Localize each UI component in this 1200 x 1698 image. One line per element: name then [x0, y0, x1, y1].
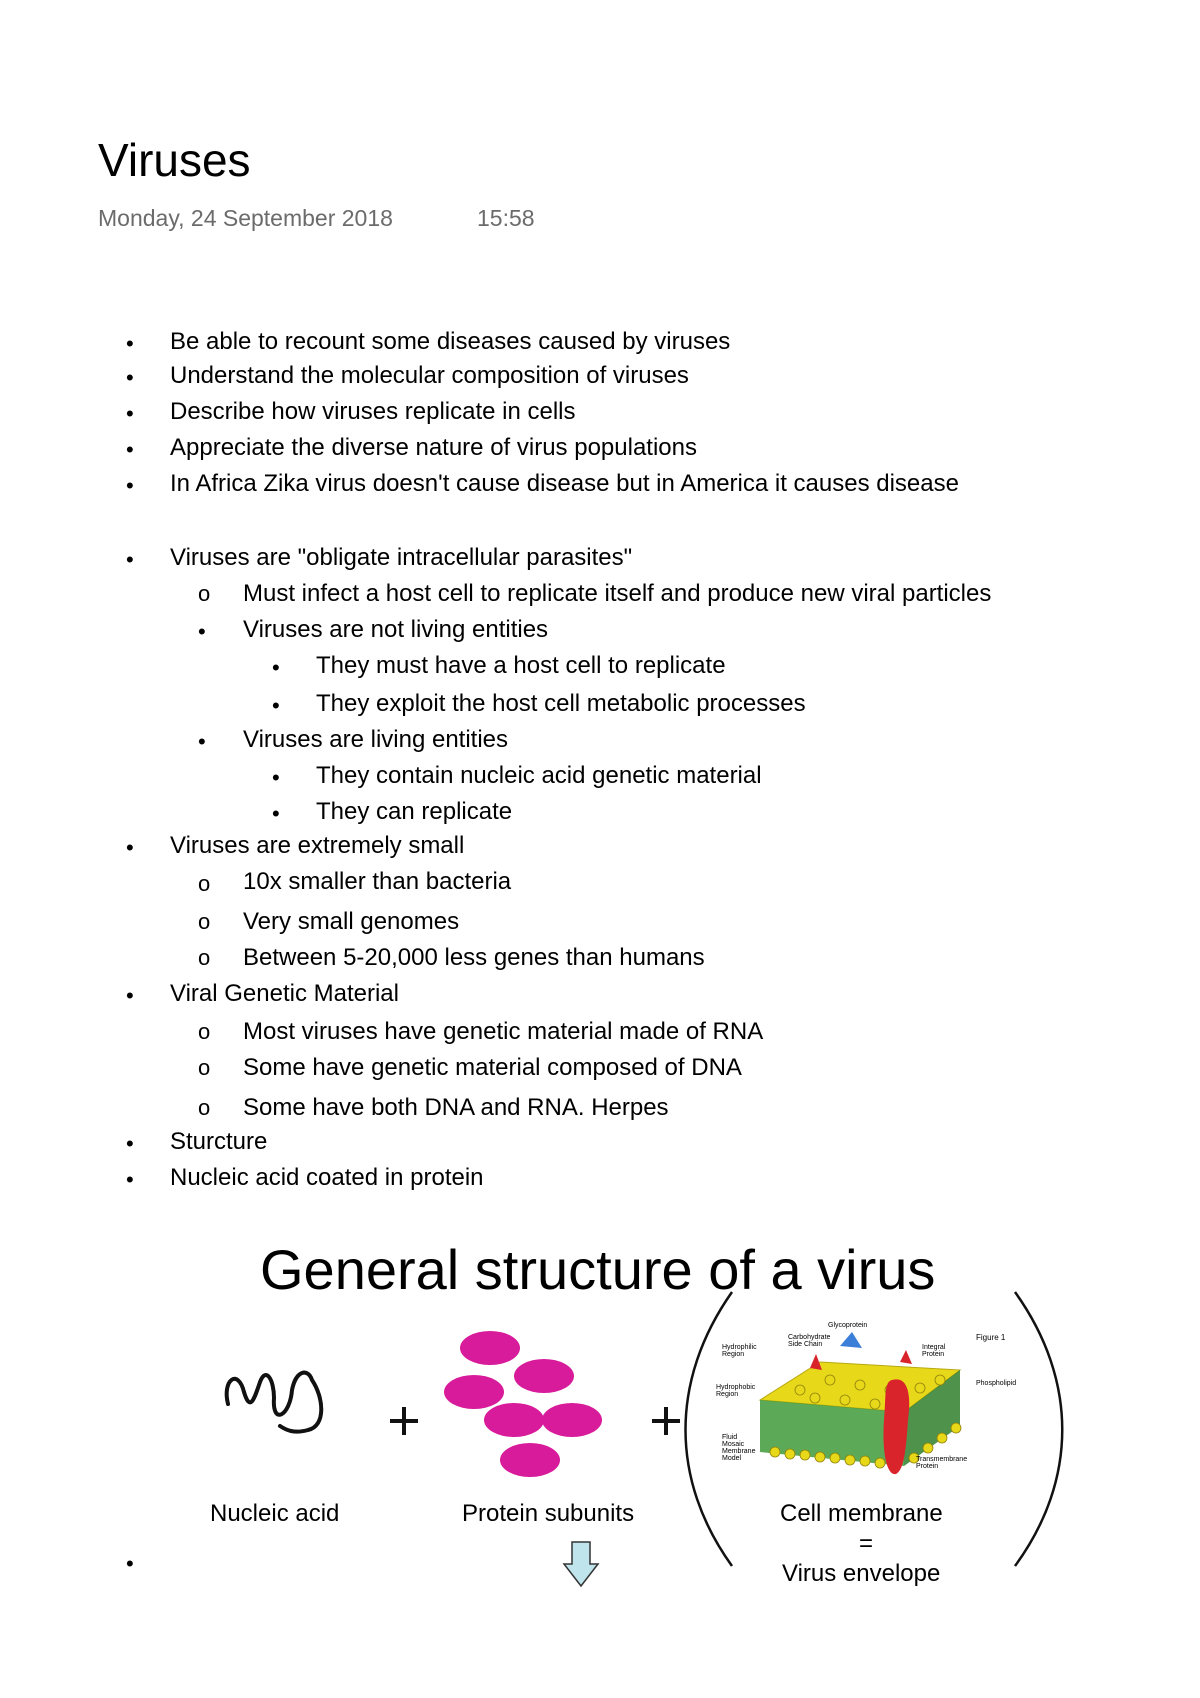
- bullet: •: [126, 547, 134, 572]
- plus-sign-1: [390, 1407, 418, 1435]
- bullet: •: [198, 619, 206, 644]
- bullet: •: [272, 693, 280, 718]
- bullet: •: [126, 473, 134, 498]
- glycoprotein: [840, 1332, 862, 1348]
- bullet-circle: o: [198, 1055, 211, 1080]
- note-item: Viral Genetic Material: [170, 980, 399, 1007]
- label-figure1: Figure 1: [976, 1333, 1006, 1342]
- left-bracket: [686, 1292, 733, 1566]
- bullet: •: [126, 1551, 134, 1576]
- bullet: •: [126, 365, 134, 390]
- note-item: Nucleic acid coated in protein: [170, 1164, 484, 1191]
- bullet: •: [272, 655, 280, 680]
- bullet: •: [198, 729, 206, 754]
- page-time: 15:58: [477, 205, 535, 231]
- figure-title: General structure of a virus: [260, 1238, 936, 1301]
- note-item: Viruses are living entities: [243, 726, 509, 753]
- label-carbohydrate: Carbohydrate Side Chain: [788, 1334, 831, 1348]
- figure-drawing: [200, 1230, 1080, 1590]
- objective-item: Be able to recount some diseases caused by viruses: [170, 328, 731, 355]
- bullet-circle: o: [198, 1019, 211, 1044]
- label-phospholipid: Phospholipid: [976, 1380, 1017, 1387]
- note-item: Some have genetic material composed of DNA: [243, 1054, 742, 1081]
- bullet: •: [126, 1167, 134, 1192]
- bullet: •: [126, 401, 134, 426]
- bullet-circle: o: [198, 581, 211, 606]
- note-item: They can replicate: [316, 798, 513, 825]
- page-title: Viruses: [98, 134, 251, 186]
- bullet: •: [272, 765, 280, 790]
- note-item: They exploit the host cell metabolic processes: [316, 690, 806, 717]
- note-item: Sturcture: [170, 1128, 268, 1155]
- down-arrow: [564, 1542, 598, 1586]
- note-item: Some have both DNA and RNA. Herpes: [243, 1094, 669, 1121]
- bullet: •: [126, 437, 134, 462]
- nucleic-acid-strand: [227, 1373, 322, 1432]
- note-item: Very small genomes: [243, 908, 460, 935]
- label-hydrophobic: Hydrophobic Region: [716, 1384, 756, 1398]
- label-integral: Integral Protein: [922, 1344, 946, 1358]
- bullet-circle: o: [198, 945, 211, 970]
- label-transmembrane: Transmembrane Protein: [916, 1456, 968, 1470]
- virus-structure-figure: [200, 1230, 1080, 1590]
- objective-item: Appreciate the diverse nature of virus populations: [170, 434, 697, 461]
- label-equals: =: [859, 1530, 874, 1557]
- label-fluid: Fluid Mosaic Membrane Model: [722, 1434, 756, 1462]
- bullet-circle: o: [198, 871, 211, 896]
- objective-item: Understand the molecular composition of viruses: [170, 362, 689, 389]
- label-virus-envelope: Virus envelope: [782, 1560, 941, 1587]
- note-item: 10x smaller than bacteria: [243, 868, 512, 895]
- note-item: They contain nucleic acid genetic material: [316, 762, 762, 789]
- note-item: Viruses are not living entities: [243, 616, 549, 643]
- label-hydrophilic: Hydrophilic Region: [722, 1344, 757, 1358]
- bullet: •: [126, 983, 134, 1008]
- bullet-circle: o: [198, 1095, 211, 1120]
- protein-subunits: [444, 1331, 602, 1477]
- label-cell-membrane: Cell membrane: [780, 1500, 943, 1527]
- note-item: Must infect a host cell to replicate itself and produce new viral particles: [243, 580, 992, 607]
- bullet: •: [272, 801, 280, 826]
- objective-item: Describe how viruses replicate in cells: [170, 398, 576, 425]
- bullet: •: [126, 835, 134, 860]
- bullet-circle: o: [198, 909, 211, 934]
- bullet: •: [126, 1131, 134, 1156]
- bullet: •: [126, 331, 134, 356]
- note-item: Most viruses have genetic material made of RNA: [243, 1018, 764, 1045]
- note-item: They must have a host cell to replicate: [316, 652, 726, 679]
- label-protein-subunits: Protein subunits: [462, 1500, 635, 1527]
- plus-sign-2: [652, 1407, 680, 1435]
- note-item: Between 5-20,000 less genes than humans: [243, 944, 705, 971]
- objective-item: In Africa Zika virus doesn't cause disease but in America it causes disease: [170, 470, 959, 497]
- page-date: Monday, 24 September 2018: [98, 205, 393, 231]
- label-nucleic-acid: Nucleic acid: [210, 1500, 340, 1527]
- label-glycoprotein: Glycoprotein: [828, 1322, 868, 1329]
- note-item: Viruses are "obligate intracellular parasites": [170, 544, 633, 571]
- note-item: Viruses are extremely small: [170, 832, 465, 859]
- right-bracket: [1015, 1292, 1062, 1566]
